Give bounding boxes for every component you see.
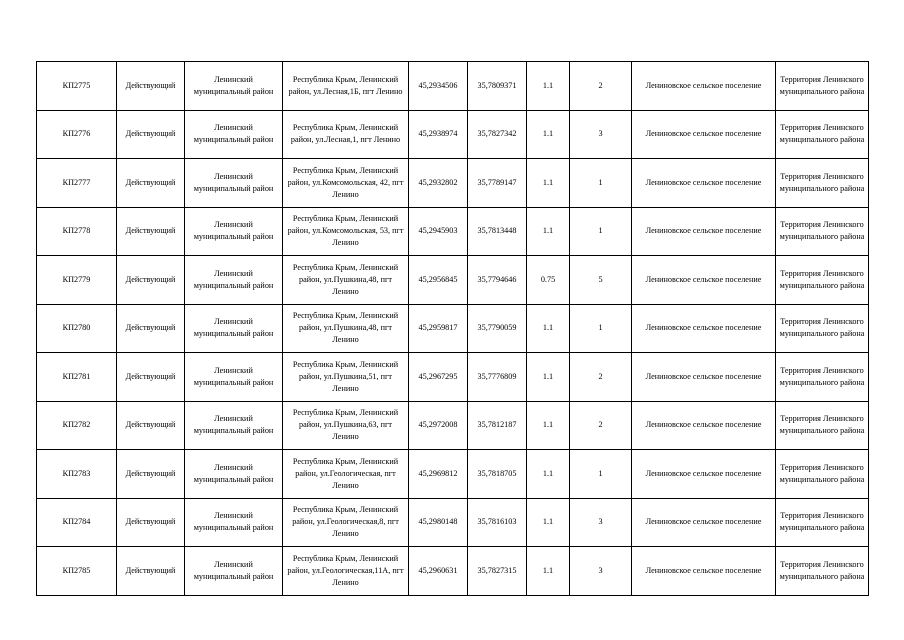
table-row — [37, 62, 869, 111]
volume-cell: 1.1 — [527, 207, 570, 256]
latitude-cell: 45,2938974 — [409, 110, 468, 159]
address-cell: Республика Крым, Ленинский район, ул.Комсомольская, 53, пгт Ленино — [283, 207, 409, 256]
latitude-cell: 45,2967295 — [409, 353, 468, 402]
table-row — [37, 547, 869, 596]
address-cell: Республика Крым, Ленинский район, ул.Пушкина,63, пгт Ленино — [283, 401, 409, 450]
address-cell: Республика Крым, Ленинский район, ул.Лесная,1Б, пгт Ленино — [283, 62, 409, 111]
district-cell: Ленинский муниципальный район — [185, 450, 283, 499]
status-cell: Действующий — [117, 353, 185, 402]
site-id-cell: КП2777 — [37, 159, 117, 208]
table-body — [37, 62, 869, 596]
container-count-cell: 1 — [570, 207, 632, 256]
longitude-cell: 35,7809371 — [468, 62, 527, 111]
table-row — [37, 110, 869, 159]
territory-cell: Территория Ленинского муниципального района — [776, 401, 869, 450]
longitude-cell: 35,7794646 — [468, 256, 527, 305]
territory-cell: Территория Ленинского муниципального района — [776, 353, 869, 402]
status-cell: Действующий — [117, 62, 185, 111]
table-row — [37, 498, 869, 547]
latitude-cell: 45,2959817 — [409, 304, 468, 353]
district-cell: Ленинский муниципальный район — [185, 207, 283, 256]
latitude-cell: 45,2945903 — [409, 207, 468, 256]
status-cell: Действующий — [117, 498, 185, 547]
status-cell: Действующий — [117, 256, 185, 305]
status-cell: Действующий — [117, 110, 185, 159]
address-cell: Республика Крым, Ленинский район, ул.Пушкина,48, пгт Ленино — [283, 304, 409, 353]
territory-cell: Территория Ленинского муниципального района — [776, 256, 869, 305]
table-row — [37, 353, 869, 402]
container-count-cell: 2 — [570, 353, 632, 402]
district-cell: Ленинский муниципальный район — [185, 547, 283, 596]
volume-cell: 1.1 — [527, 304, 570, 353]
table-row — [37, 159, 869, 208]
address-cell: Республика Крым, Ленинский район, ул.Геологическая, пгт Ленино — [283, 450, 409, 499]
district-cell: Ленинский муниципальный район — [185, 304, 283, 353]
settlement-cell: Лениновское сельское поселение — [632, 353, 776, 402]
settlement-cell: Лениновское сельское поселение — [632, 547, 776, 596]
latitude-cell: 45,2969812 — [409, 450, 468, 499]
district-cell: Ленинский муниципальный район — [185, 110, 283, 159]
volume-cell: 1.1 — [527, 110, 570, 159]
status-cell: Действующий — [117, 304, 185, 353]
status-cell: Действующий — [117, 450, 185, 499]
district-cell: Ленинский муниципальный район — [185, 62, 283, 111]
address-cell: Республика Крым, Ленинский район, ул.Геологическая,8, пгт Ленино — [283, 498, 409, 547]
settlement-cell: Лениновское сельское поселение — [632, 62, 776, 111]
site-id-cell: КП2778 — [37, 207, 117, 256]
settlement-cell: Лениновское сельское поселение — [632, 159, 776, 208]
district-cell: Ленинский муниципальный район — [185, 159, 283, 208]
site-id-cell: КП2780 — [37, 304, 117, 353]
volume-cell: 1.1 — [527, 498, 570, 547]
table-row — [37, 304, 869, 353]
table-row — [37, 450, 869, 499]
address-cell: Республика Крым, Ленинский район, ул.Лесная,1, пгт Ленино — [283, 110, 409, 159]
container-count-cell: 2 — [570, 62, 632, 111]
longitude-cell: 35,7818705 — [468, 450, 527, 499]
status-cell: Действующий — [117, 159, 185, 208]
site-id-cell: КП2785 — [37, 547, 117, 596]
settlement-cell: Лениновское сельское поселение — [632, 304, 776, 353]
site-id-cell: КП2779 — [37, 256, 117, 305]
table-row — [37, 401, 869, 450]
latitude-cell: 45,2932802 — [409, 159, 468, 208]
address-cell: Республика Крым, Ленинский район, ул.Пушкина,48, пгт Ленино — [283, 256, 409, 305]
volume-cell: 1.1 — [527, 62, 570, 111]
settlement-cell: Лениновское сельское поселение — [632, 401, 776, 450]
container-count-cell: 3 — [570, 547, 632, 596]
volume-cell: 1.1 — [527, 547, 570, 596]
site-id-cell: КП2782 — [37, 401, 117, 450]
territory-cell: Территория Ленинского муниципального района — [776, 207, 869, 256]
site-id-cell: КП2776 — [37, 110, 117, 159]
status-cell: Действующий — [117, 207, 185, 256]
longitude-cell: 35,7776809 — [468, 353, 527, 402]
latitude-cell: 45,2972008 — [409, 401, 468, 450]
latitude-cell: 45,2956845 — [409, 256, 468, 305]
container-count-cell: 2 — [570, 401, 632, 450]
container-sites-table — [36, 61, 869, 596]
district-cell: Ленинский муниципальный район — [185, 256, 283, 305]
address-cell: Республика Крым, Ленинский район, ул.Комсомольская, 42, пгт Ленино — [283, 159, 409, 208]
volume-cell: 1.1 — [527, 353, 570, 402]
district-cell: Ленинский муниципальный район — [185, 401, 283, 450]
site-id-cell: КП2775 — [37, 62, 117, 111]
table-row — [37, 256, 869, 305]
settlement-cell: Лениновское сельское поселение — [632, 110, 776, 159]
longitude-cell: 35,7816103 — [468, 498, 527, 547]
longitude-cell: 35,7827342 — [468, 110, 527, 159]
status-cell: Действующий — [117, 547, 185, 596]
status-cell: Действующий — [117, 401, 185, 450]
address-cell: Республика Крым, Ленинский район, ул.Геологическая,11А, пгт Ленино — [283, 547, 409, 596]
settlement-cell: Лениновское сельское поселение — [632, 450, 776, 499]
district-cell: Ленинский муниципальный район — [185, 353, 283, 402]
territory-cell: Территория Ленинского муниципального района — [776, 450, 869, 499]
volume-cell: 1.1 — [527, 401, 570, 450]
longitude-cell: 35,7812187 — [468, 401, 527, 450]
container-count-cell: 1 — [570, 159, 632, 208]
container-count-cell: 5 — [570, 256, 632, 305]
longitude-cell: 35,7789147 — [468, 159, 527, 208]
volume-cell: 0.75 — [527, 256, 570, 305]
container-count-cell: 3 — [570, 498, 632, 547]
document-page — [36, 61, 868, 596]
territory-cell: Территория Ленинского муниципального района — [776, 498, 869, 547]
latitude-cell: 45,2934506 — [409, 62, 468, 111]
site-id-cell: КП2784 — [37, 498, 117, 547]
site-id-cell: КП2781 — [37, 353, 117, 402]
longitude-cell: 35,7813448 — [468, 207, 527, 256]
latitude-cell: 45,2980148 — [409, 498, 468, 547]
container-count-cell: 1 — [570, 304, 632, 353]
territory-cell: Территория Ленинского муниципального района — [776, 62, 869, 111]
volume-cell: 1.1 — [527, 159, 570, 208]
latitude-cell: 45,2960631 — [409, 547, 468, 596]
volume-cell: 1.1 — [527, 450, 570, 499]
territory-cell: Территория Ленинского муниципального района — [776, 547, 869, 596]
address-cell: Республика Крым, Ленинский район, ул.Пушкина,51, пгт Ленино — [283, 353, 409, 402]
container-count-cell: 3 — [570, 110, 632, 159]
site-id-cell: КП2783 — [37, 450, 117, 499]
longitude-cell: 35,7827315 — [468, 547, 527, 596]
settlement-cell: Лениновское сельское поселение — [632, 207, 776, 256]
settlement-cell: Лениновское сельское поселение — [632, 256, 776, 305]
table-row — [37, 207, 869, 256]
territory-cell: Территория Ленинского муниципального района — [776, 110, 869, 159]
territory-cell: Территория Ленинского муниципального района — [776, 304, 869, 353]
container-count-cell: 1 — [570, 450, 632, 499]
longitude-cell: 35,7790059 — [468, 304, 527, 353]
district-cell: Ленинский муниципальный район — [185, 498, 283, 547]
territory-cell: Территория Ленинского муниципального района — [776, 159, 869, 208]
settlement-cell: Лениновское сельское поселение — [632, 498, 776, 547]
